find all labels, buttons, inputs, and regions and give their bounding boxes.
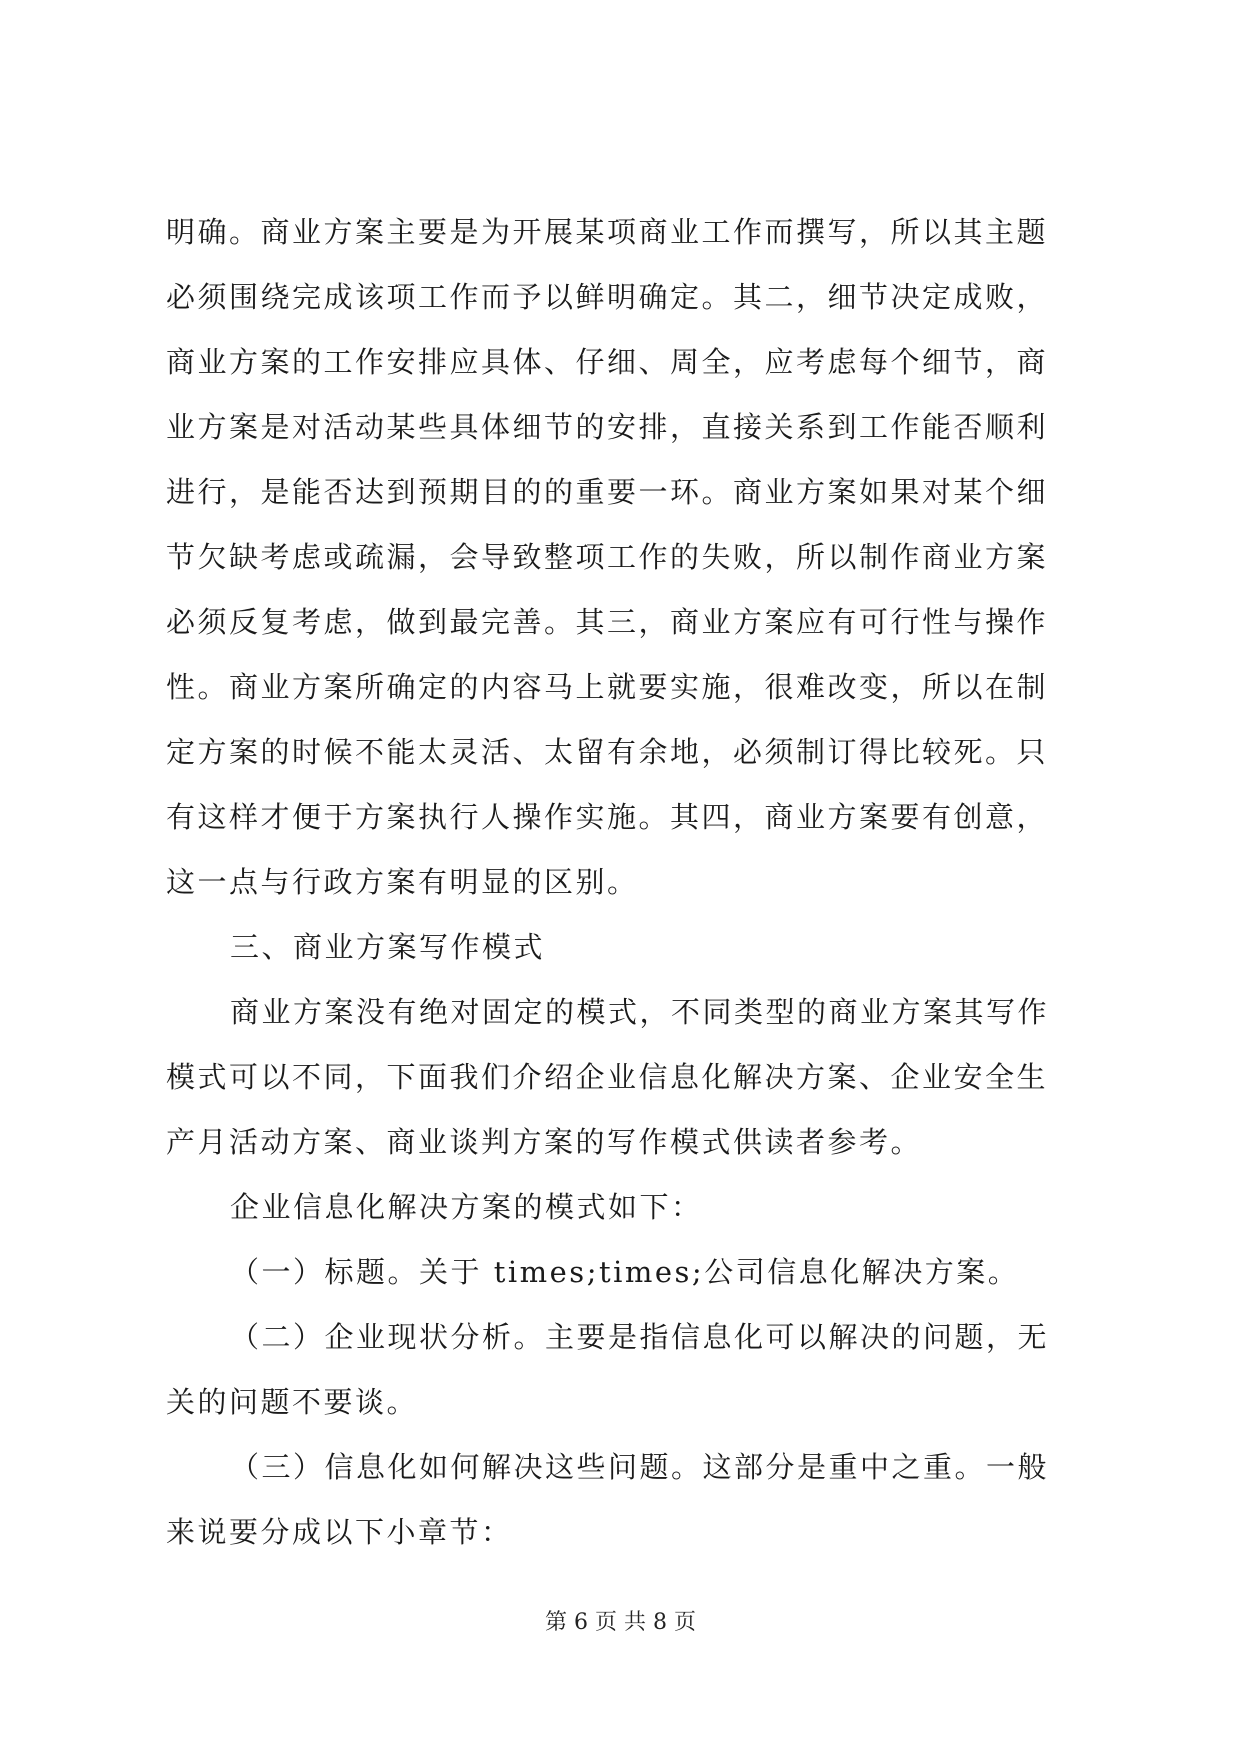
paragraph-line: 来说要分成以下小章节： xyxy=(166,1515,513,1549)
paragraph-line: 有这样才便于方案执行人操作实施。其四，商业方案要有创意， xyxy=(166,800,1049,834)
paragraph-line: 关的问题不要谈。 xyxy=(166,1385,419,1419)
paragraph-line: 明确。商业方案主要是为开展某项商业工作而撰写，所以其主题 xyxy=(166,215,1049,249)
paragraph-line: 业方案是对活动某些具体细节的安排，直接关系到工作能否顺利 xyxy=(166,410,1049,444)
paragraph-line: 商业方案没有绝对固定的模式，不同类型的商业方案其写作 xyxy=(230,995,1050,1029)
list-item: （二）企业现状分析。主要是指信息化可以解决的问题，无 xyxy=(230,1320,1050,1354)
paragraph-line: 企业信息化解决方案的模式如下： xyxy=(230,1190,703,1224)
paragraph-line: 定方案的时候不能太灵活、太留有余地，必须制订得比较死。只 xyxy=(166,735,1049,769)
page-number-footer: 第 6 页 共 8 页 xyxy=(545,1610,696,1635)
paragraph-line: 模式可以不同，下面我们介绍企业信息化解决方案、企业安全生 xyxy=(166,1060,1049,1094)
paragraph-line: 商业方案的工作安排应具体、仔细、周全，应考虑每个细节，商 xyxy=(166,345,1049,379)
paragraph-line: 必须反复考虑，做到最完善。其三，商业方案应有可行性与操作 xyxy=(166,605,1049,639)
paragraph-line: 这一点与行政方案有明显的区别。 xyxy=(166,865,639,899)
list-item: （三）信息化如何解决这些问题。这部分是重中之重。一般 xyxy=(230,1450,1050,1484)
list-item: （一）标题。关于 times;times;公司信息化解决方案。 xyxy=(230,1255,1020,1289)
section-heading: 三、商业方案写作模式 xyxy=(230,930,546,964)
paragraph-line: 节欠缺考虑或疏漏，会导致整项工作的失败，所以制作商业方案 xyxy=(166,540,1049,574)
paragraph-line: 进行，是能否达到预期目的的重要一环。商业方案如果对某个细 xyxy=(166,475,1049,509)
paragraph-line: 产月活动方案、商业谈判方案的写作模式供读者参考。 xyxy=(166,1125,923,1159)
paragraph-line: 必须围绕完成该项工作而予以鲜明确定。其二，细节决定成败， xyxy=(166,280,1049,314)
paragraph-line: 性。商业方案所确定的内容马上就要实施，很难改变，所以在制 xyxy=(166,670,1049,704)
